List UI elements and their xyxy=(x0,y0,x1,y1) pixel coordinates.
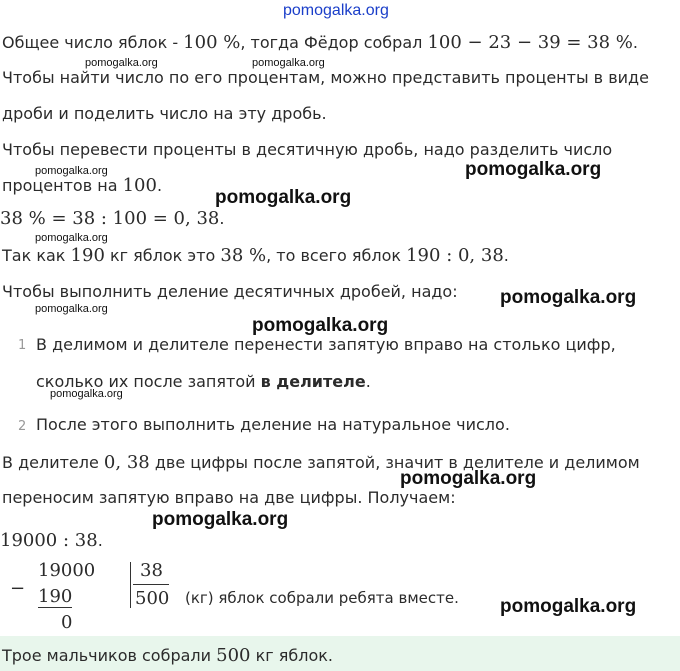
text: . xyxy=(365,372,371,391)
math-line xyxy=(0,530,103,551)
subtrahend: 190 xyxy=(38,586,73,607)
list-number: 1 xyxy=(18,338,27,353)
watermark: pomogalka.org xyxy=(252,57,325,69)
paragraph-line: Чтобы выполнить деление десятичных дробей, надо: xyxy=(2,282,458,301)
paragraph-line: дроби и поделить число на эту дробь. xyxy=(2,104,327,123)
site-link[interactable]: pomogalka.org xyxy=(283,2,389,19)
minus-sign: − xyxy=(10,578,26,599)
watermark: pomogalka.org xyxy=(35,165,108,177)
math: 0, 38 xyxy=(103,452,150,473)
text: сколько их после запятой xyxy=(36,372,261,391)
text: . xyxy=(156,176,163,195)
remainder: 0 xyxy=(61,612,73,633)
math: 100 % xyxy=(183,32,241,53)
dividend: 19000 xyxy=(38,560,96,581)
text: кг яблок это xyxy=(104,246,221,265)
watermark: pomogalka.org xyxy=(500,287,637,308)
math: 38 % = 38 : 100 = 0, 38 xyxy=(0,208,220,229)
list-item-text: После этого выполнить деление на натуральное число. xyxy=(36,415,510,434)
paragraph-line xyxy=(2,175,162,196)
division-bar xyxy=(130,562,131,608)
watermark: pomogalka.org xyxy=(252,315,389,336)
watermark: pomogalka.org xyxy=(85,57,158,69)
watermark: pomogalka.org xyxy=(35,232,108,244)
paragraph-total-apples xyxy=(2,32,638,53)
watermark: pomogalka.org xyxy=(465,159,602,180)
math: 500 xyxy=(216,645,251,666)
paragraph-line: переносим запятую вправо на две цифры. Получаем: xyxy=(2,488,456,507)
paragraph-line xyxy=(2,452,640,473)
subtraction-line xyxy=(38,607,72,608)
text: , тогда Фёдор собрал xyxy=(240,33,428,52)
text: Трое мальчиков собрали xyxy=(2,646,217,665)
quotient-line xyxy=(133,584,169,585)
text: две цифры после запятой, значит в делителе и делимом xyxy=(149,453,640,472)
text: процентов на xyxy=(2,176,123,195)
math: 100 − 23 − 39 = 38 % xyxy=(427,32,633,53)
math: 190 xyxy=(70,245,105,266)
text: . xyxy=(632,33,639,52)
math: 190 : 0, 38 xyxy=(406,245,504,266)
text: , то всего яблок xyxy=(266,246,407,265)
text: В делителе xyxy=(2,453,104,472)
quotient: 500 xyxy=(135,588,170,609)
watermark: pomogalka.org xyxy=(215,187,352,208)
math-line xyxy=(0,208,224,229)
math: 100 xyxy=(122,175,157,196)
list-number: 2 xyxy=(18,419,27,434)
division-note: (кг) яблок собрали ребята вместе. xyxy=(185,589,459,607)
math: 38 % xyxy=(220,245,267,266)
text: . xyxy=(503,246,509,265)
text: кг яблок. xyxy=(250,646,333,665)
math: 19000 : 38 xyxy=(0,530,98,551)
watermark: pomogalka.org xyxy=(152,509,289,530)
text: Так как xyxy=(2,246,71,265)
answer-text xyxy=(2,645,333,666)
bold-text: в делителе xyxy=(260,372,366,391)
paragraph-line: Чтобы найти число по его процентам, можно представить проценты в виде xyxy=(2,68,649,87)
watermark: pomogalka.org xyxy=(35,303,108,315)
watermark: pomogalka.org xyxy=(400,468,537,489)
list-item-text: В делимом и делителе перенести запятую вправо на столько цифр, xyxy=(36,335,616,354)
watermark: pomogalka.org xyxy=(500,596,637,617)
text: Общее число яблок - xyxy=(2,33,184,52)
text: . xyxy=(219,209,225,228)
watermark: pomogalka.org xyxy=(50,388,123,400)
divisor: 38 xyxy=(140,560,163,581)
text: . xyxy=(97,531,103,550)
paragraph-line xyxy=(2,245,509,266)
paragraph-line: Чтобы перевести проценты в десятичную дробь, надо разделить число xyxy=(2,140,613,159)
